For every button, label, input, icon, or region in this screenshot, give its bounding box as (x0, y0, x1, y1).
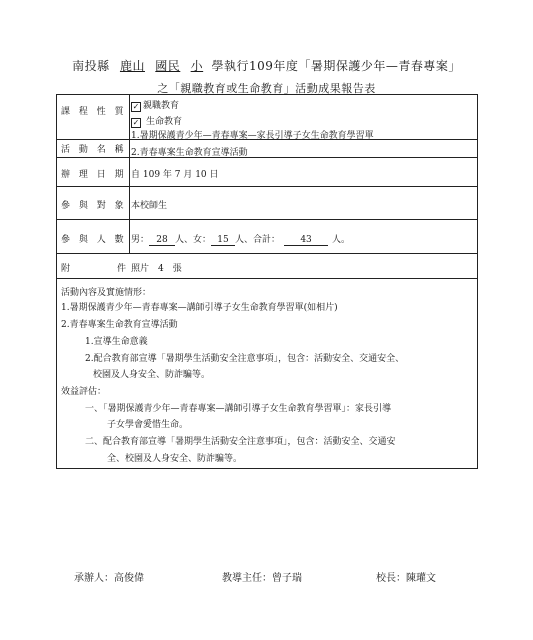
row-divider (57, 219, 477, 220)
course-option-life (131, 114, 182, 127)
organizer-signature: 承辦人：高俊偉 (74, 573, 144, 584)
content-sub-1: 1.宣導生命意義 (85, 337, 148, 347)
county-text: 南投縣 (72, 59, 110, 73)
attachment-value: 照片 4 張 (131, 264, 182, 274)
course-option-1-label: 親職教育 (143, 101, 180, 111)
report-form-table (56, 94, 478, 469)
township-text: 鹿山 (119, 59, 145, 73)
total-count: 43 (284, 235, 328, 246)
count-suffix: 人。 (332, 235, 351, 245)
row-divider (57, 157, 477, 158)
content-sub-2a: 2.配合教育部宣導「暑期學生活動安全注意事項」，包含：活動安全、交通安全、 (85, 354, 405, 364)
activity-name-2: 2.青春專案生命教育宣導活動 (131, 148, 248, 158)
participant-count-label: 參 與 人 數 (61, 235, 127, 245)
report-subtitle: 之「親職教育或生命教育」活動成果報告表 (157, 82, 376, 95)
checkbox-checked-icon[interactable]: ✓ (132, 118, 140, 127)
course-option-parent (131, 98, 179, 111)
participant-count-row (131, 232, 350, 246)
content-item-1: 1.暑期保護青少年—青春專案—講師引導子女生命教育學習單(如相片) (61, 303, 338, 313)
director-signature: 教導主任：曾子瑞 (222, 573, 302, 584)
label-column-divider (129, 95, 130, 253)
activity-name-label: 活 動 名 稱 (61, 145, 127, 155)
total-prefix: 人、合計： (235, 235, 281, 245)
participants-label: 參 與 對 象 (61, 201, 127, 211)
date-label: 辦 理 日 期 (61, 170, 127, 180)
evaluation-1a: 一、「暑期保護青少年—青春專案—講師引導子女生命教育學習單」：家長引導 (85, 404, 392, 414)
female-prefix: 人、女： (175, 235, 212, 245)
row-divider (57, 278, 477, 279)
female-count: 15 (211, 235, 235, 246)
date-value: 自 109 年 7 月 10 日 (131, 170, 219, 180)
content-sub-2b: 校園及人身安全、防詐騙等。 (93, 370, 211, 380)
content-item-2: 2.青春專案生命教育宣導活動 (61, 320, 178, 330)
school-type-text: 國民 (155, 59, 181, 73)
report-title (0, 57, 533, 74)
title-rest-text: 學執行109年度「暑期保護少年—青春專案」 (211, 59, 461, 73)
evaluation-2b: 全、校園及人身安全、防詐騙等。 (107, 454, 243, 464)
evaluation-2a: 二、配合教育部宣導「暑期學生活動安全注意事項」，包含：活動安全、交通安 (85, 437, 396, 447)
course-option-2-label: 生命教育 (146, 117, 183, 127)
content-heading: 活動內容及實施情形： (61, 288, 152, 298)
evaluation-heading: 效益評估： (61, 387, 107, 397)
evaluation-1b: 子女學會愛惜生命。 (107, 420, 189, 430)
male-count: 28 (149, 235, 175, 246)
row-divider (57, 253, 477, 254)
attachment-label-2: 件 (117, 264, 127, 274)
activity-name-1: 1.暑期保護青少年—青春專案—家長引導子女生命教育學習單 (131, 131, 374, 141)
school-level-text: 小 (190, 59, 204, 73)
row-divider (57, 186, 477, 187)
course-nature-label: 課 程 性 質 (61, 107, 127, 117)
attachment-label-1: 附 (61, 264, 71, 274)
male-prefix: 男： (131, 235, 150, 245)
principal-signature: 校長：陳瓘文 (376, 573, 436, 584)
checkbox-checked-icon[interactable]: ✓ (132, 102, 140, 111)
participants-value: 本校師生 (131, 201, 168, 211)
